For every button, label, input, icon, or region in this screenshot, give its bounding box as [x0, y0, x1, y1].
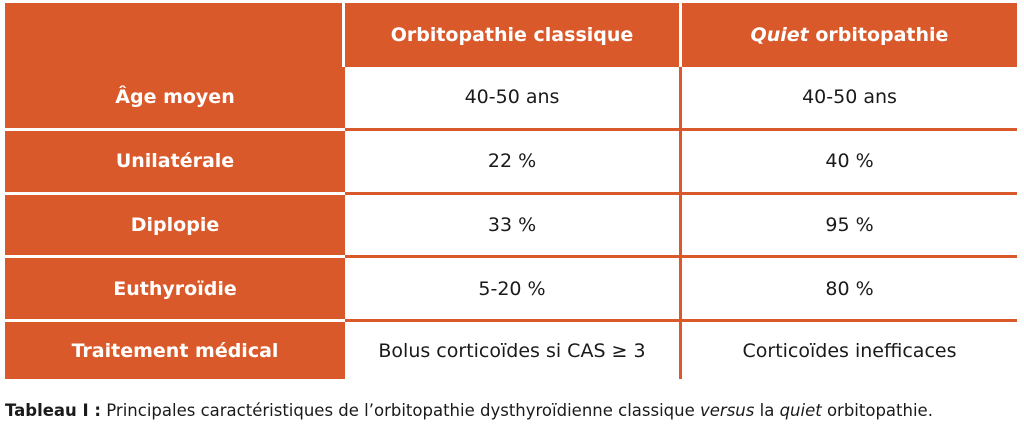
- caption-part2: la: [754, 401, 780, 420]
- comparison-table: [5, 3, 1017, 379]
- cell-diplopia-quiet: 95 %: [682, 195, 1017, 259]
- row-header-euthyroidism: Euthyroïdie: [5, 258, 345, 322]
- cell-unilateral-classic: 22 %: [345, 131, 682, 195]
- cell-euthyroidism-classic: 5-20 %: [345, 258, 682, 322]
- cell-treatment-quiet: Corticoïdes inefficaces: [682, 322, 1017, 379]
- cell-treatment-classic: Bolus corticoïdes si CAS ≥ 3: [345, 322, 682, 379]
- row-header-treatment: Traitement médical: [71, 339, 279, 362]
- row-header-age: Âge moyen: [5, 67, 345, 131]
- caption-part3: orbitopathie.: [821, 401, 933, 420]
- table-row: [5, 67, 1017, 131]
- cell-diplopia-classic: 33 %: [345, 195, 682, 259]
- column-header-classic: Orbitopathie classique: [345, 3, 682, 67]
- column-header-quiet: [682, 3, 1017, 67]
- cell-euthyroidism-quiet: 80 %: [682, 258, 1017, 322]
- row-header-diplopia: Diplopie: [5, 195, 345, 259]
- row-header-unilateral: Unilatérale: [5, 131, 345, 195]
- cell-age-classic: 40-50 ans: [345, 67, 682, 131]
- column-header-quiet-italic: Quiet: [750, 24, 809, 46]
- table-corner-cell: [5, 3, 345, 67]
- comparison-table-container: [5, 3, 1017, 379]
- caption-label: Tableau I :: [5, 401, 102, 420]
- table-header-row: [5, 3, 1017, 67]
- table-row: [5, 195, 1017, 259]
- cell-age-quiet: 40-50 ans: [682, 67, 1017, 131]
- table-row: [5, 322, 1017, 379]
- caption-italic-quiet: quiet: [779, 401, 822, 420]
- cell-unilateral-quiet: 40 %: [682, 131, 1017, 195]
- table-row: [5, 131, 1017, 195]
- caption-part1: Principales caractéristiques de l’orbitopathie dysthyroïdienne classique: [101, 401, 701, 420]
- table-row: [5, 258, 1017, 322]
- column-header-quiet-rest: orbitopathie: [808, 24, 949, 46]
- table-caption: [5, 401, 933, 420]
- caption-italic-versus: versus: [700, 401, 755, 420]
